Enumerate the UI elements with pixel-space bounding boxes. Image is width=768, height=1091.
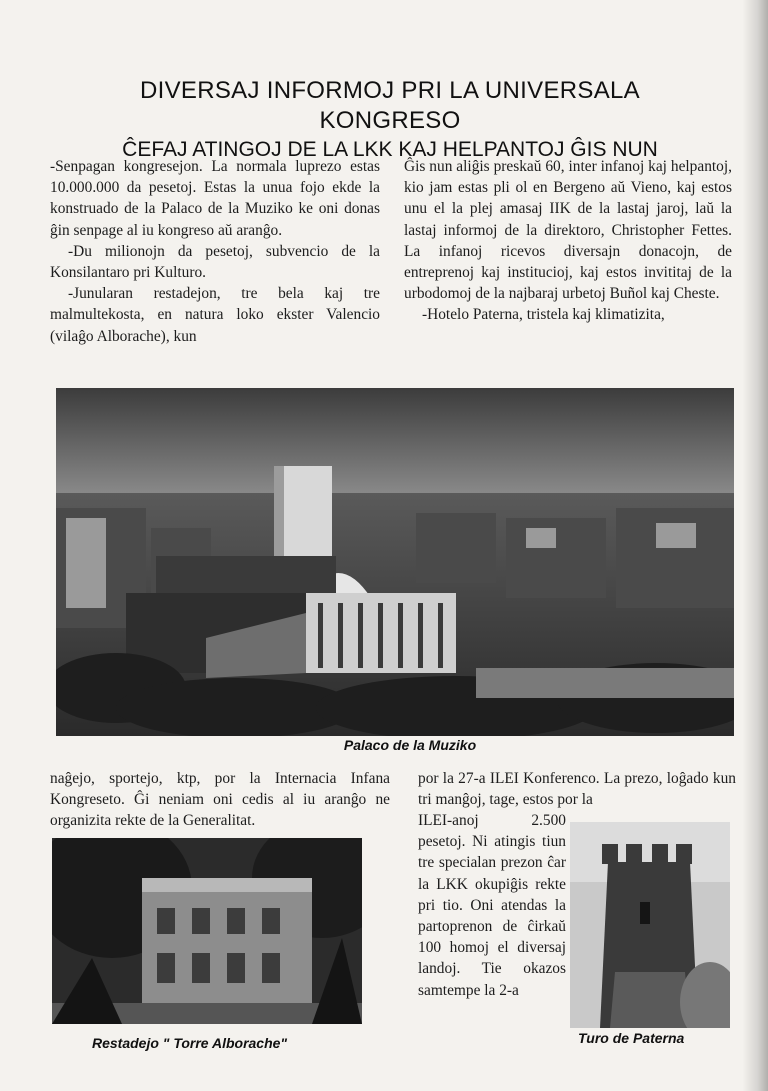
turo-caption: Turo de Paterna [578, 1030, 685, 1046]
paragraph-restadejo: -Junularan restadejon, tre bela kaj tre malmultekosta, en natura loko ekster Valencio (vilaĝo Alborache), kun [50, 285, 380, 345]
paragraph-kongresejo: -Senpagan kongresejon. La normala luprezo estas 10.000.000 da pesetoj. Estas la unua fojo ekde la konstruado de la Palaco de la Muziko ke oni donas ĝin senpage al iu kongreso aŭ aranĝo. [50, 158, 380, 239]
right-column-bottom-wide [418, 768, 736, 810]
paragraph-ilei-konferenco: por la 27-a ILEI Konferenco. La prezo, loĝado kun tri manĝoj, tage, estos por la [418, 770, 736, 809]
palaco-caption: Palaco de la Muziko [343, 737, 477, 753]
article-title-line-1: DIVERSAJ INFORMOJ PRI LA UNIVERSALA [140, 77, 640, 104]
restadejo-caption: Restadejo " Torre Alborache" [92, 1035, 288, 1051]
paragraph-hotelo: -Hotelo Paterna, tristela kaj klimatizita, [422, 306, 665, 324]
left-column-top [50, 156, 380, 347]
left-column-bottom [50, 768, 390, 832]
paragraph-aligintoj: Ĝis nun aliĝis preskaŭ 60, inter infanoj kaj helpantoj, kio jam estas pli ol en Bergeno aŭ Vieno, kaj estos unu el la plej amasaj IIK de la lastaj jaroj, laŭ la lastaj informoj de la direktoro, Christopher Fettes. La infanoj ricevos diversajn donacojn, de entreprenoj kaj institucioj, kaj estos invititaj de la urbodomoj de la najbaraj urbetoj Buñol kaj Cheste. [404, 158, 732, 303]
article-subtitle: ĈEFAJ ATINGOJ DE LA LKK KAJ HELPANTOJ ĜIS NUN [122, 138, 658, 161]
paragraph-nagejo: naĝejo, sportejo, ktp, por la Internacia Infana Kongreseto. Ĝi neniam oni cedis al iu aranĝo ne organizita rekte de la Generalitat. [50, 770, 390, 830]
torre-alborache-photo [52, 838, 362, 1024]
right-column-bottom-narrow [418, 810, 566, 1001]
turo-de-paterna-photo [570, 822, 730, 1028]
palaco-de-la-muziko-photo [56, 388, 734, 736]
page-edge-shadow [742, 0, 768, 1091]
paragraph-subvencio: -Du milionojn da pesetoj, subvencio de la Konsilantaro pri Kulturo. [50, 242, 380, 282]
right-column-top [404, 156, 732, 326]
paragraph-prezo: ILEI-anoj 2.500 pesetoj. Ni atingis tiun tre specialan prezon ĉar la LKK okupiĝis rekte pri tio. Oni atendas la partoprenon de ĉirkaŭ 100 homoj el diversaj landoj. Tie okazos samtempe la 2-a [418, 812, 566, 999]
article-title-line-2: KONGRESO [319, 107, 461, 134]
